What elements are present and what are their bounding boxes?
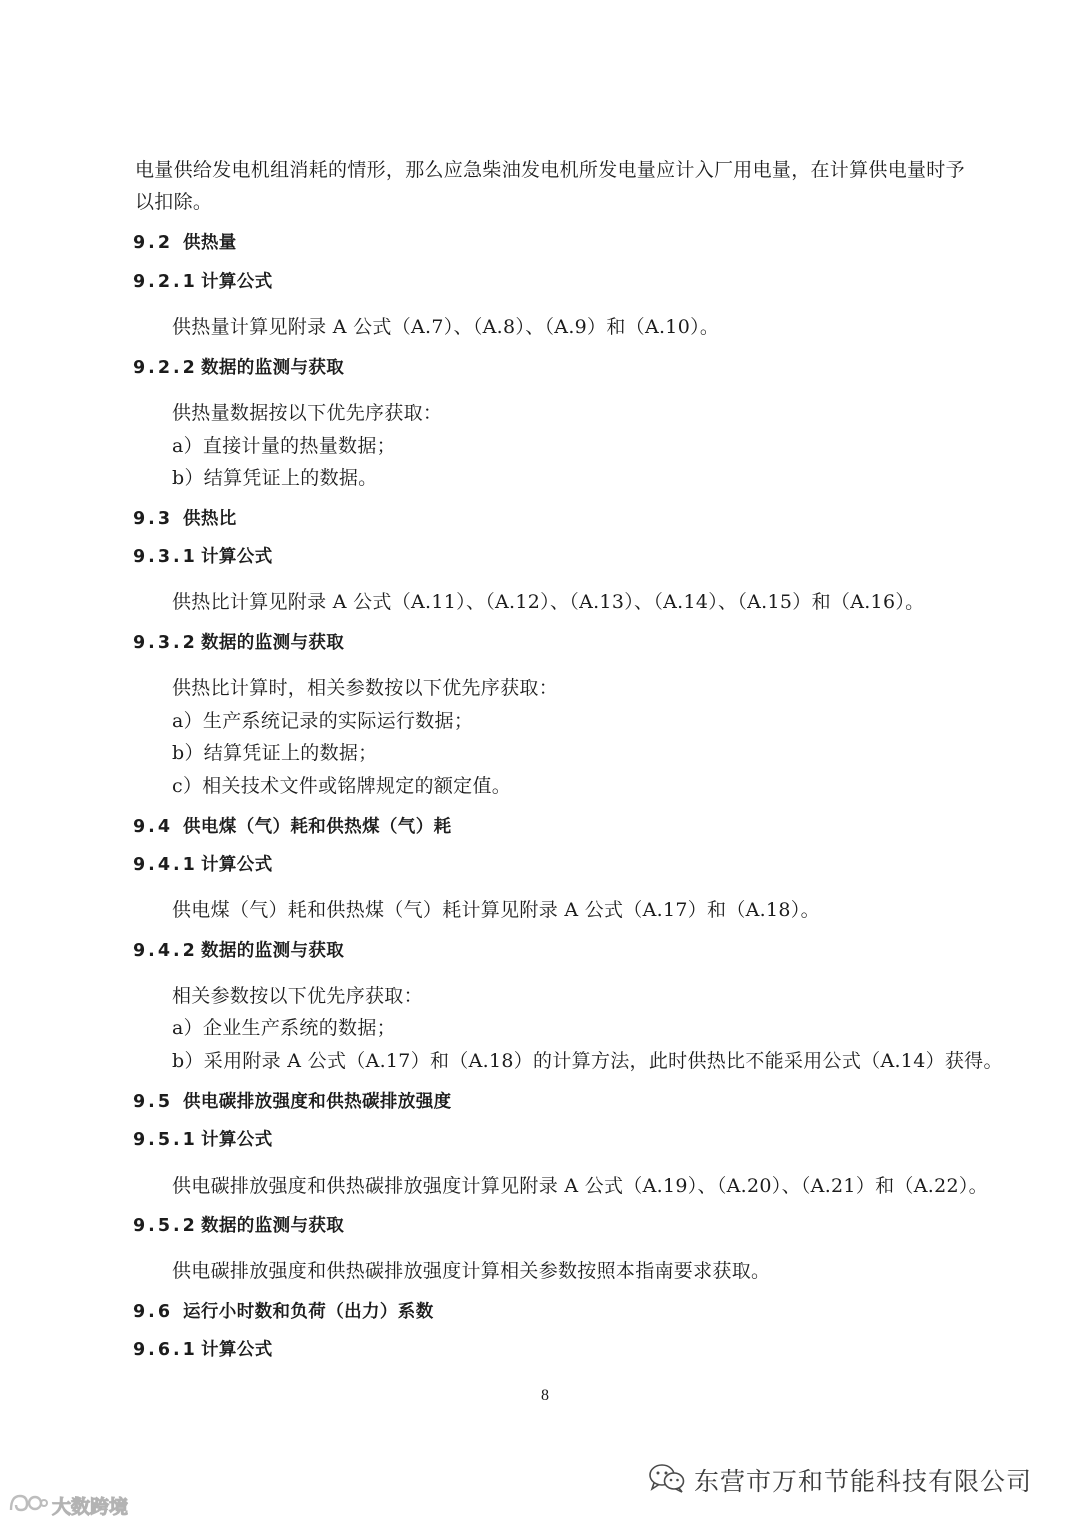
- section-title: 数据的监测与获取: [201, 358, 345, 378]
- section-title: 计算公式: [201, 1340, 273, 1360]
- wechat-icon: [648, 1462, 686, 1499]
- paragraph-line: 供热比计算时，相关参数按以下优先序获取：: [172, 677, 559, 699]
- logo-icon: [8, 1490, 48, 1521]
- section-number: 9.4.2: [133, 941, 198, 961]
- paragraph-line: 供热量计算见附录 A 公式（A.7）、（A.8）、（A.9）和（A.10）。: [172, 316, 720, 338]
- section-title: 供热比: [183, 509, 237, 529]
- section-title: 供电煤（气）耗和供热煤（气）耗: [183, 817, 452, 837]
- section-number: 9.6.1: [133, 1340, 198, 1360]
- list-item: c）相关技术文件或铭牌规定的额定值。: [172, 775, 512, 797]
- section-number: 9.5: [133, 1092, 174, 1112]
- section-number: 9.6: [133, 1302, 174, 1322]
- section-number: 9.3.2: [133, 633, 198, 653]
- list-item: a）直接计量的热量数据；: [172, 435, 396, 457]
- section-number: 9.3: [133, 509, 174, 529]
- section-heading-9-3-2: [133, 631, 344, 655]
- paragraph-line: 以扣除。: [135, 191, 213, 213]
- paragraph-line: 供电碳排放强度和供热碳排放强度计算相关参数按照本指南要求获取。: [172, 1260, 771, 1282]
- section-heading-9-4-1: [133, 853, 273, 877]
- section-heading-9-5: [133, 1090, 452, 1114]
- paragraph-line: 供热量数据按以下优先序获取：: [172, 402, 443, 424]
- list-item: b）结算凭证上的数据；: [172, 742, 378, 764]
- section-heading-9-2-2: [133, 356, 344, 380]
- section-number: 9.2.1: [133, 272, 198, 292]
- list-item: a）企业生产系统的数据；: [172, 1017, 396, 1039]
- section-heading-9-4-2: [133, 939, 344, 963]
- section-title: 供热量: [183, 233, 237, 253]
- watermark-text: 东营市万和节能科技有限公司: [694, 1467, 1033, 1496]
- section-heading-9-2-1: [133, 270, 273, 294]
- list-item: b）采用附录 A 公式（A.17）和（A.18）的计算方法，此时供热比不能采用公式（A.14）获得。: [172, 1050, 1003, 1072]
- section-heading-9-2: [133, 231, 237, 255]
- page-number: 8: [541, 1387, 549, 1404]
- list-item: b）结算凭证上的数据。: [172, 467, 378, 489]
- section-heading-9-6: [133, 1300, 434, 1324]
- section-heading-9-4: [133, 815, 452, 839]
- section-title: 数据的监测与获取: [201, 633, 345, 653]
- section-title: 计算公式: [201, 1130, 273, 1150]
- section-title: 计算公式: [201, 272, 273, 292]
- section-title: 数据的监测与获取: [201, 1216, 345, 1236]
- section-number: 9.3.1: [133, 547, 198, 567]
- section-number: 9.4: [133, 817, 174, 837]
- paragraph-line: 电量供给发电机组消耗的情形，那么应急柴油发电机所发电量应计入厂用电量，在计算供电量时予: [135, 159, 965, 181]
- section-number: 9.5.1: [133, 1130, 198, 1150]
- section-number: 9.5.2: [133, 1216, 198, 1236]
- section-heading-9-6-1: [133, 1338, 273, 1362]
- section-heading-9-3-1: [133, 545, 273, 569]
- watermark-brand: [8, 1490, 128, 1520]
- paragraph-line: 相关参数按以下优先序获取：: [172, 985, 423, 1007]
- section-title: 供电碳排放强度和供热碳排放强度: [183, 1092, 452, 1112]
- section-number: 9.2: [133, 233, 174, 253]
- watermark-account: [648, 1462, 1032, 1498]
- paragraph-line: 供电碳排放强度和供热碳排放强度计算见附录 A 公式（A.19）、（A.20）、（A.21）和（A.22）。: [172, 1175, 988, 1197]
- watermark-text: 大数跨境: [52, 1495, 129, 1518]
- section-heading-9-5-2: [133, 1214, 344, 1238]
- paragraph-line: 供热比计算见附录 A 公式（A.11）、（A.12）、（A.13）、（A.14）、（A.15）和（A.16）。: [172, 591, 925, 613]
- paragraph-line: 供电煤（气）耗和供热煤（气）耗计算见附录 A 公式（A.17）和（A.18）。: [172, 899, 820, 921]
- section-number: 9.2.2: [133, 358, 198, 378]
- section-title: 计算公式: [201, 855, 273, 875]
- section-number: 9.4.1: [133, 855, 198, 875]
- section-title: 计算公式: [201, 547, 273, 567]
- section-heading-9-3: [133, 507, 237, 531]
- section-title: 数据的监测与获取: [201, 941, 345, 961]
- list-item: a）生产系统记录的实际运行数据；: [172, 710, 474, 732]
- section-heading-9-5-1: [133, 1128, 273, 1152]
- section-title: 运行小时数和负荷（出力）系数: [183, 1302, 434, 1322]
